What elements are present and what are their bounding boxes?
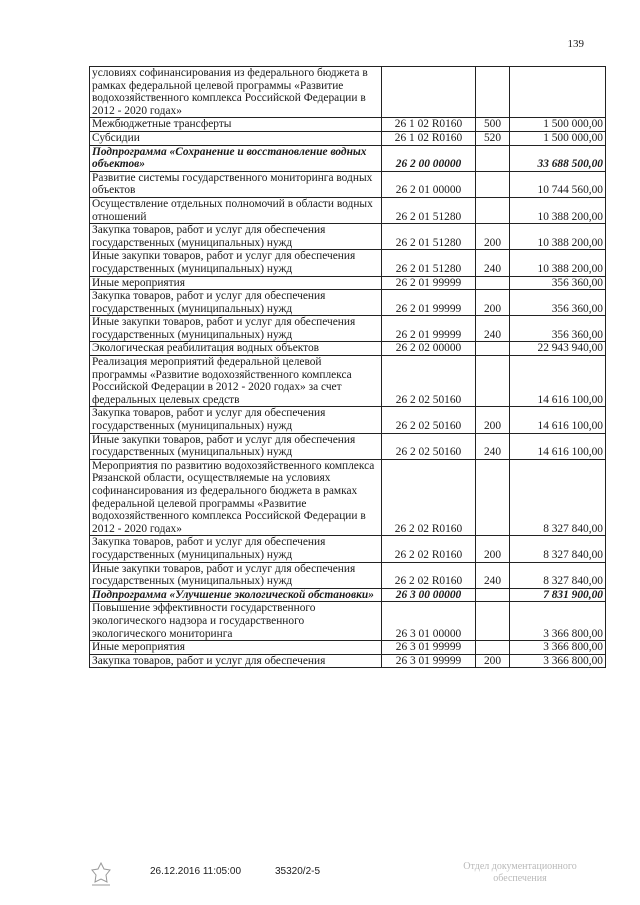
row-type-cell: 200: [476, 290, 510, 316]
row-type-cell: [476, 197, 510, 223]
table-row: [90, 433, 606, 459]
row-name-cell: Иные закупки товаров, работ и услуг для обеспечения государственных (муниципальных) нужд: [90, 250, 382, 276]
row-code-cell: 26 2 02 R0160: [382, 536, 476, 562]
row-name-cell: Повышение эффективности государственного экологического надзора и государственного экологического мониторинга: [90, 602, 382, 641]
page-footer: [0, 861, 640, 891]
table-row: [90, 562, 606, 588]
budget-table-body: [90, 67, 606, 668]
row-type-cell: [476, 356, 510, 407]
row-sum-cell: 3 366 800,00: [510, 654, 606, 668]
row-code-cell: 26 2 01 00000: [382, 171, 476, 197]
row-sum-cell: 1 500 000,00: [510, 131, 606, 145]
row-name-cell: Закупка товаров, работ и услуг для обеспечения государственных (муниципальных) нужд: [90, 224, 382, 250]
row-name-cell: Экологическая реабилитация водных объектов: [90, 342, 382, 356]
row-type-cell: [476, 276, 510, 290]
row-code-cell: 26 2 02 50160: [382, 356, 476, 407]
table-row: [90, 342, 606, 356]
row-code-cell: 26 3 01 99999: [382, 641, 476, 655]
row-code-cell: 26 2 00 00000: [382, 145, 476, 171]
table-row: [90, 290, 606, 316]
row-sum-cell: 14 616 100,00: [510, 407, 606, 433]
table-row: [90, 641, 606, 655]
row-name-cell: Закупка товаров, работ и услуг для обеспечения: [90, 654, 382, 668]
row-sum-cell: 3 366 800,00: [510, 602, 606, 641]
table-row: [90, 131, 606, 145]
row-sum-cell: [510, 67, 606, 118]
row-code-cell: 26 2 02 R0160: [382, 459, 476, 536]
row-type-cell: [476, 145, 510, 171]
row-name-cell: Подпрограмма «Сохранение и восстановление водных объектов»: [90, 145, 382, 171]
row-sum-cell: 8 327 840,00: [510, 459, 606, 536]
row-sum-cell: 14 616 100,00: [510, 433, 606, 459]
row-type-cell: 240: [476, 562, 510, 588]
row-sum-cell: 356 360,00: [510, 276, 606, 290]
row-name-cell: Межбюджетные трансферты: [90, 118, 382, 132]
row-code-cell: 26 2 02 50160: [382, 433, 476, 459]
row-type-cell: [476, 588, 510, 602]
table-row: [90, 316, 606, 342]
row-name-cell: Осуществление отдельных полномочий в области водных отношений: [90, 197, 382, 223]
row-code-cell: 26 2 01 51280: [382, 197, 476, 223]
table-row: [90, 197, 606, 223]
subprogram-row: [90, 145, 606, 171]
table-row: [90, 118, 606, 132]
footer-timestamp: 26.12.2016 11:05:00: [150, 866, 242, 877]
table-row: [90, 250, 606, 276]
table-row: [90, 276, 606, 290]
row-sum-cell: 8 327 840,00: [510, 536, 606, 562]
table-row: [90, 171, 606, 197]
row-type-cell: 200: [476, 224, 510, 250]
row-code-cell: 26 2 02 00000: [382, 342, 476, 356]
row-name-cell: Развитие системы государственного мониторинга водных объектов: [90, 171, 382, 197]
table-row: [90, 224, 606, 250]
row-code-cell: 26 2 02 R0160: [382, 562, 476, 588]
row-sum-cell: 33 688 500,00: [510, 145, 606, 171]
row-code-cell: 26 3 00 00000: [382, 588, 476, 602]
table-row: [90, 67, 606, 118]
row-name-cell: Реализация мероприятий федеральной целевой программы «Развитие водохозяйственного комплекса Российской Федерации в 2012 - 2020 годах» за счет федеральных целевых средств: [90, 356, 382, 407]
row-code-cell: 26 2 01 51280: [382, 250, 476, 276]
row-type-cell: [476, 459, 510, 536]
row-name-cell: Иные мероприятия: [90, 276, 382, 290]
row-name-cell: Закупка товаров, работ и услуг для обеспечения государственных (муниципальных) нужд: [90, 536, 382, 562]
page-number: 139: [567, 38, 584, 50]
row-name-cell: Закупка товаров, работ и услуг для обеспечения государственных (муниципальных) нужд: [90, 407, 382, 433]
table-row: [90, 602, 606, 641]
row-name-cell: Подпрограмма «Улучшение экологической обстановки»: [90, 588, 382, 602]
row-type-cell: 200: [476, 536, 510, 562]
row-sum-cell: 10 388 200,00: [510, 224, 606, 250]
row-type-cell: [476, 602, 510, 641]
row-type-cell: [476, 641, 510, 655]
row-type-cell: 240: [476, 433, 510, 459]
row-name-cell: Иные мероприятия: [90, 641, 382, 655]
row-type-cell: 200: [476, 407, 510, 433]
row-code-cell: 26 2 01 99999: [382, 290, 476, 316]
emblem-icon: [88, 861, 114, 887]
row-code-cell: 26 1 02 R0160: [382, 118, 476, 132]
office-stamp: Отдел документационного обеспечения: [463, 861, 577, 884]
row-type-cell: 500: [476, 118, 510, 132]
row-type-cell: [476, 171, 510, 197]
row-sum-cell: 10 388 200,00: [510, 197, 606, 223]
row-sum-cell: 14 616 100,00: [510, 356, 606, 407]
row-type-cell: 200: [476, 654, 510, 668]
row-type-cell: 240: [476, 316, 510, 342]
row-code-cell: [382, 67, 476, 118]
table-row: [90, 356, 606, 407]
row-sum-cell: 8 327 840,00: [510, 562, 606, 588]
row-code-cell: 26 1 02 R0160: [382, 131, 476, 145]
row-sum-cell: 10 388 200,00: [510, 250, 606, 276]
row-type-cell: [476, 67, 510, 118]
row-name-cell: Субсидии: [90, 131, 382, 145]
table-row: [90, 536, 606, 562]
row-code-cell: 26 2 01 99999: [382, 276, 476, 290]
budget-table: [89, 66, 606, 668]
row-code-cell: 26 3 01 99999: [382, 654, 476, 668]
row-type-cell: 240: [476, 250, 510, 276]
subprogram-row: [90, 588, 606, 602]
row-sum-cell: 356 360,00: [510, 290, 606, 316]
row-name-cell: Мероприятия по развитию водохозяйственного комплекса Рязанской области, осуществляемые на условиях софинансирования из федерального бюджета в рамках федеральной целевой программы «Развитие водохозяйственного комплекса Российской Федерации в 2012 - 2020 годах»: [90, 459, 382, 536]
table-row: [90, 654, 606, 668]
row-name-cell: Иные закупки товаров, работ и услуг для обеспечения государственных (муниципальных) нужд: [90, 562, 382, 588]
row-name-cell: Иные закупки товаров, работ и услуг для обеспечения государственных (муниципальных) нужд: [90, 433, 382, 459]
row-sum-cell: 22 943 940,00: [510, 342, 606, 356]
row-sum-cell: 356 360,00: [510, 316, 606, 342]
row-sum-cell: 1 500 000,00: [510, 118, 606, 132]
row-type-cell: 520: [476, 131, 510, 145]
row-name-cell: Иные закупки товаров, работ и услуг для обеспечения государственных (муниципальных) нужд: [90, 316, 382, 342]
table-row: [90, 459, 606, 536]
row-name-cell: условиях софинансирования из федерального бюджета в рамках федеральной целевой программы «Развитие водохозяйственного комплекса Российской Федерации в 2012 - 2020 годах»: [90, 67, 382, 118]
row-sum-cell: 3 366 800,00: [510, 641, 606, 655]
row-code-cell: 26 3 01 00000: [382, 602, 476, 641]
row-name-cell: Закупка товаров, работ и услуг для обеспечения государственных (муниципальных) нужд: [90, 290, 382, 316]
row-type-cell: [476, 342, 510, 356]
footer-doc-id: 35320/2-5: [275, 866, 321, 877]
row-code-cell: 26 2 01 99999: [382, 316, 476, 342]
row-sum-cell: 10 744 560,00: [510, 171, 606, 197]
row-code-cell: 26 2 01 51280: [382, 224, 476, 250]
table-row: [90, 407, 606, 433]
row-code-cell: 26 2 02 50160: [382, 407, 476, 433]
row-sum-cell: 7 831 900,00: [510, 588, 606, 602]
